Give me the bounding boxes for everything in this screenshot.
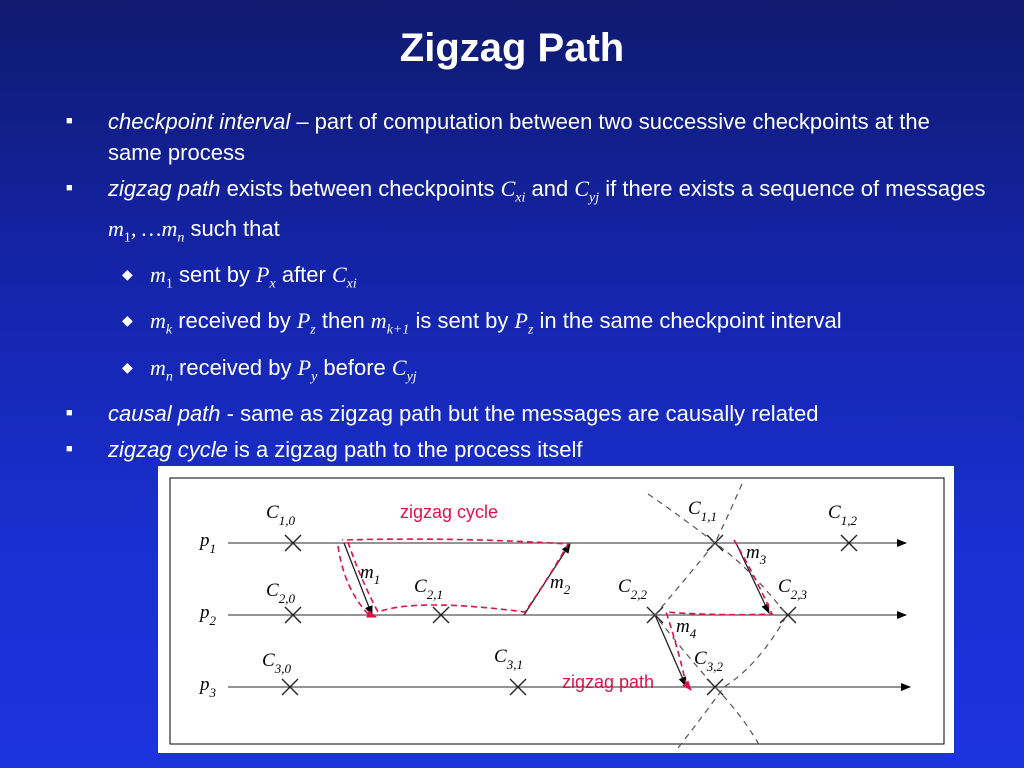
text: before [317, 354, 392, 380]
checkpoint-label-c22: $C_{2,2}$ [618, 576, 647, 602]
checkpoint-label-c11: $C_{1,1}$ [688, 498, 717, 524]
checkpoint-label-c10: $C_{1,0}$ [266, 502, 295, 528]
text: sent by [172, 261, 257, 287]
math-symbol: $m_1$ [150, 261, 173, 292]
math-symbol: $m_{k+1}$ [370, 308, 410, 338]
boundary-line-1 [648, 494, 787, 748]
term: causal path [108, 400, 221, 426]
bullet-causal-path [66, 398, 986, 429]
square-bullet-icon: ■ [66, 182, 73, 194]
math-symbol: $m_n$ [150, 354, 173, 384]
math-symbol: $C_{xi}$ [500, 176, 526, 206]
message-label-m3: $m_3$ [746, 542, 767, 567]
diamond-bullet-icon: ◆ [122, 312, 133, 329]
text: after [275, 261, 332, 287]
checkpoint-label-c21: $C_{2,1}$ [414, 576, 443, 602]
term: zigzag path [108, 176, 221, 201]
math-symbol: $m_n$ [161, 216, 185, 246]
text: such that [184, 216, 280, 242]
math-symbol: $m_1$ [108, 216, 131, 246]
text: , … [130, 216, 162, 242]
diamond-bullet-icon: ◆ [122, 265, 133, 282]
checkpoint-label-c32: $C_{3,2}$ [694, 648, 723, 674]
process-label-p2: $p_2$ [200, 602, 216, 628]
diamond-bullet-icon: ◆ [122, 358, 133, 375]
checkpoint-label-c31: $C_{3,1}$ [494, 646, 523, 672]
text: then [315, 308, 371, 334]
definition: – part of computation between two successive checkpoints at the same process [108, 109, 930, 165]
math-symbol: $m_k$ [150, 308, 173, 338]
subbullet-intermediate-message [66, 305, 986, 345]
bullet-zigzag-cycle [66, 434, 986, 465]
bullet-zigzag-path [66, 173, 986, 254]
square-bullet-icon: ■ [66, 406, 73, 419]
math-symbol: $C_{xi}$ [331, 261, 357, 292]
checkpoint-label-c23: $C_{2,3}$ [778, 576, 807, 602]
math-symbol: $C_{yj}$ [574, 176, 600, 206]
text: and [525, 176, 575, 201]
message-label-m2: $m_2$ [550, 572, 571, 597]
math-symbol: $P_y$ [297, 354, 318, 384]
math-symbol: $P_z$ [296, 308, 316, 338]
zigzag-cycle-label: zigzag cycle [400, 502, 499, 522]
definition: - same as zigzag path but the messages are causally related [220, 400, 819, 426]
message-label-m4: $m_4$ [676, 616, 697, 641]
term: zigzag cycle [108, 436, 228, 462]
checkpoint-label-c30: $C_{3,0}$ [262, 650, 291, 676]
message-label-m1: $m_1$ [360, 562, 381, 587]
text: if there exists a sequence of messages [599, 176, 986, 201]
definition: is a zigzag path to the process itself [227, 436, 583, 462]
interval-boundaries [648, 484, 787, 748]
zigzag-path-label: zigzag path [562, 672, 655, 692]
bullet-checkpoint-interval [66, 106, 986, 168]
process-label-p3: $p_3$ [200, 674, 216, 700]
math-symbol: $P_z$ [514, 308, 534, 338]
subbullet-first-message [66, 259, 986, 299]
text: received by [172, 308, 297, 334]
process-label-p1: $p_1$ [200, 530, 216, 556]
slide-title: Zigzag Path [399, 26, 625, 70]
math-symbol: $P_x$ [256, 261, 276, 292]
text: is sent by [409, 308, 515, 334]
zigzag-diagram [158, 466, 954, 753]
text: received by [172, 354, 298, 380]
text: exists between checkpoints [220, 176, 501, 201]
checkpoint-label-c20: $C_{2,0}$ [266, 580, 295, 606]
math-symbol: $C_{yj}$ [391, 354, 417, 384]
diagram-canvas [158, 466, 954, 753]
subbullet-last-message [66, 352, 986, 392]
text: in the same checkpoint interval [533, 308, 842, 334]
checkpoint-label-c12: $C_{1,2}$ [828, 502, 857, 528]
term: checkpoint interval [108, 109, 291, 134]
square-bullet-icon: ■ [66, 115, 73, 127]
bullet-list [66, 106, 986, 470]
square-bullet-icon: ■ [66, 442, 73, 455]
